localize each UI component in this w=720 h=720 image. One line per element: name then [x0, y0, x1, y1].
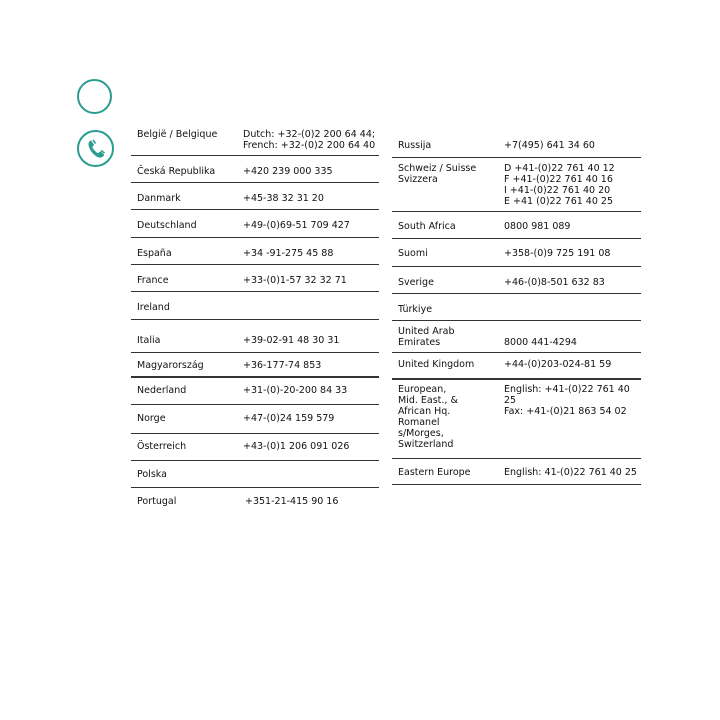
phone-number: +351-21-415 90 16: [245, 496, 339, 507]
country-name: Eastern Europe: [398, 467, 471, 478]
phone-number: +36-177-74 853: [243, 360, 322, 371]
table-row: [131, 405, 379, 434]
phone-number: +31-(0)-20-200 84 33: [243, 385, 348, 396]
country-name: South Africa: [398, 221, 456, 232]
phone-number: +34 -91-275 45 88: [243, 248, 334, 259]
phone-number: Dutch: +32-(0)2 200 64 44; French: +32-(0)2 200 64 40: [243, 129, 376, 151]
table-row: [131, 210, 379, 238]
phone-number: +7(495) 641 34 60: [504, 140, 595, 151]
table-row: [131, 434, 379, 461]
table-row: [131, 265, 379, 292]
phone-number: +39-02-91 48 30 31: [243, 335, 340, 346]
phone-number: 0800 981 089: [504, 221, 571, 232]
table-row: [131, 183, 379, 210]
table-row: [131, 320, 379, 353]
country-name: France: [137, 275, 169, 286]
country-name: Magyarország: [137, 360, 204, 371]
phone-number: +46-(0)8-501 632 83: [504, 277, 605, 288]
country-name: Ireland: [137, 302, 170, 313]
table-row: [131, 156, 379, 183]
phone-number: 8000 441-4294: [504, 337, 577, 348]
phone-number: +44-(0)203-024-81 59: [504, 359, 612, 370]
phone-number: +33-(0)1-57 32 32 71: [243, 275, 347, 286]
phone-number: +43-(0)1 206 091 026: [243, 441, 350, 452]
table-row: [392, 353, 641, 380]
table-row: [131, 461, 379, 488]
country-name: Suomi: [398, 248, 428, 259]
country-name: Norge: [137, 413, 166, 424]
country-name: België / Belgique: [137, 129, 218, 140]
table-row: [131, 378, 379, 405]
phone-number: +49-(0)69-51 709 427: [243, 220, 350, 231]
phone-number: D +41-(0)22 761 40 12 F +41-(0)22 761 40 16 I +41-(0)22 761 40 20 E +41 (0)22 761 40 25: [504, 163, 615, 207]
country-name: Česká Republika: [137, 166, 216, 177]
table-row: [392, 212, 641, 239]
table-row: [131, 292, 379, 320]
country-name: Polska: [137, 469, 167, 480]
country-name: Portugal: [137, 496, 177, 507]
circle-icon: [77, 79, 112, 114]
contact-table-right: [392, 132, 641, 485]
country-name: España: [137, 248, 172, 259]
phone-number: English: 41-(0)22 761 40 25: [504, 467, 637, 478]
country-name: European, Mid. East., & African Hq. Romanel s/Morges, Switzerland: [398, 384, 458, 450]
country-name: Russija: [398, 140, 432, 151]
phone-number: +45-38 32 31 20: [243, 193, 324, 204]
country-name: United Arab Emirates: [398, 326, 455, 348]
table-row: [131, 123, 379, 156]
country-name: Sverige: [398, 277, 434, 288]
table-row: [392, 380, 641, 459]
table-row: [392, 321, 641, 353]
phone-number: +420 239 000 335: [243, 166, 333, 177]
table-row: [392, 132, 641, 158]
phone-number: English: +41-(0)22 761 40 25 Fax: +41-(0)21 863 54 02: [504, 384, 630, 417]
country-name: Italia: [137, 335, 161, 346]
table-row: [131, 238, 379, 265]
country-name: United Kingdom: [398, 359, 475, 370]
country-name: Nederland: [137, 385, 187, 396]
table-row: [392, 267, 641, 294]
country-name: Türkiye: [398, 304, 433, 315]
table-row: [131, 353, 379, 378]
table-row: [392, 294, 641, 321]
country-name: Danmark: [137, 193, 181, 204]
contact-table-left: [131, 123, 379, 514]
table-row: [131, 488, 379, 514]
phone-icon: [77, 130, 114, 167]
country-name: Deutschland: [137, 220, 197, 231]
country-name: Österreich: [137, 441, 187, 452]
table-row: [392, 239, 641, 267]
country-name: Schweiz / Suisse Svizzera: [398, 163, 477, 185]
table-row: [392, 459, 641, 485]
table-row: [392, 158, 641, 212]
phone-number: +358-(0)9 725 191 08: [504, 248, 611, 259]
phone-number: +47-(0)24 159 579: [243, 413, 335, 424]
